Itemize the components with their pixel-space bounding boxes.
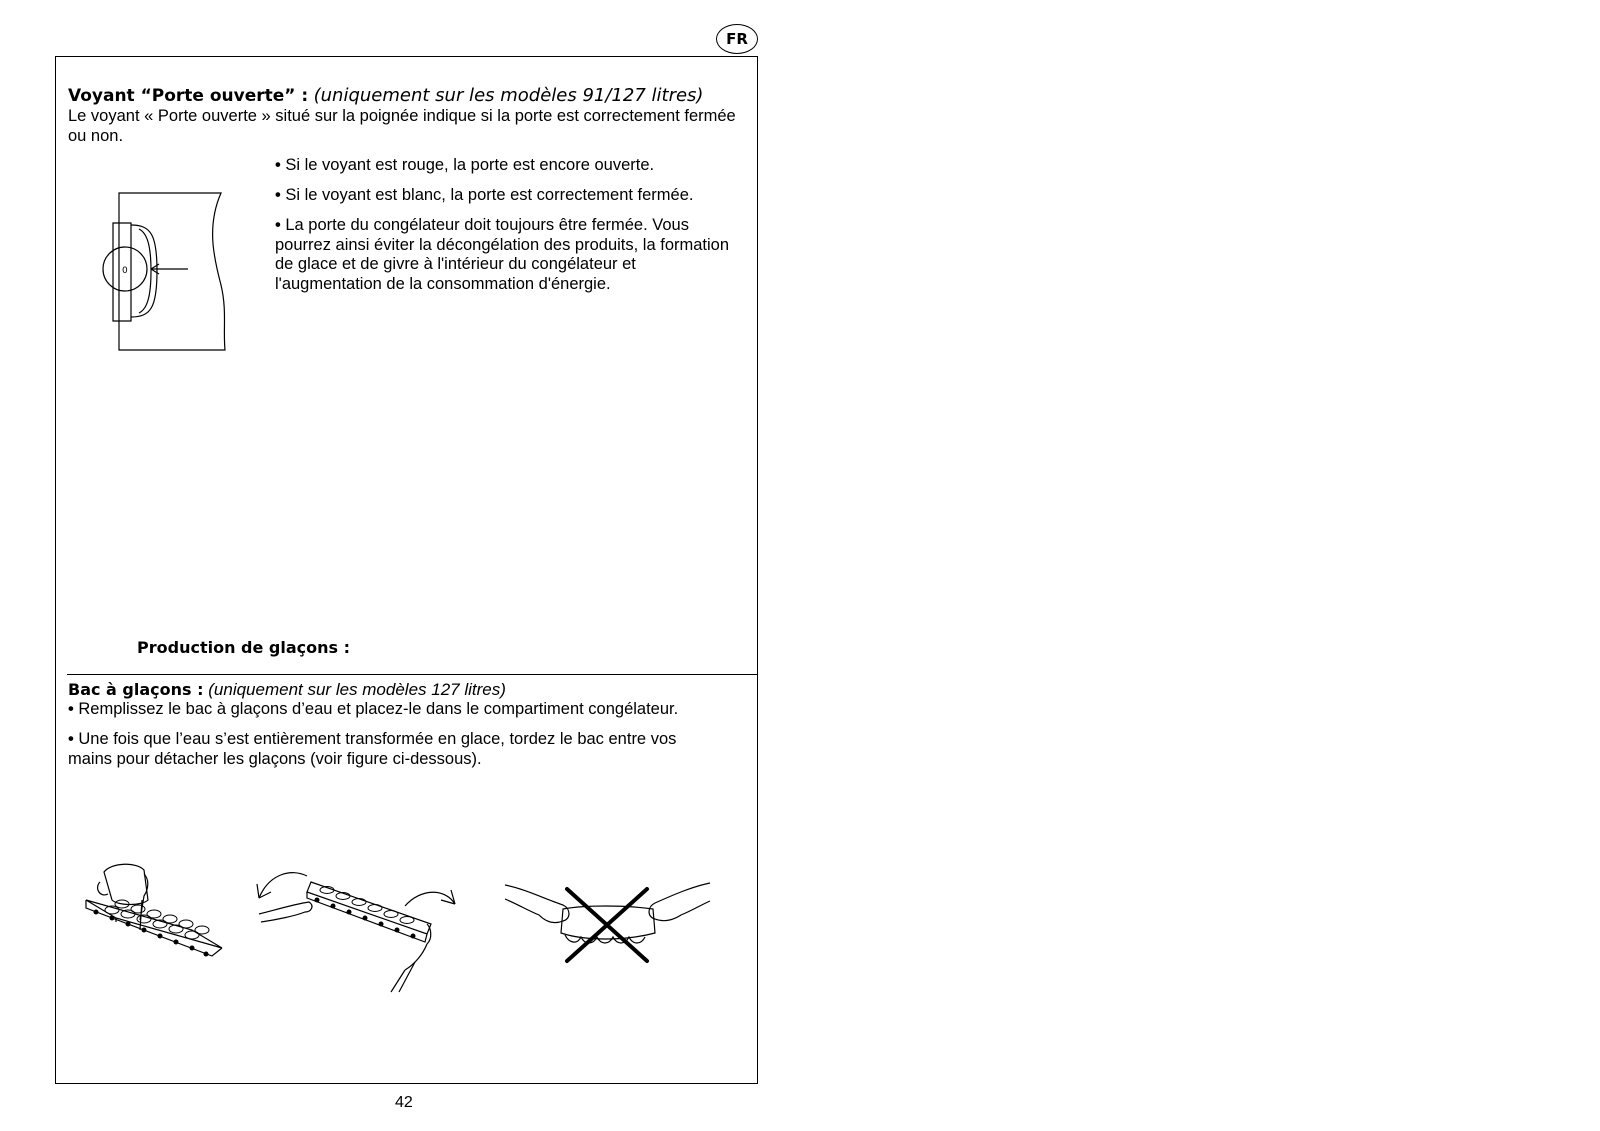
ice-bullet-twist: • Une fois que l’eau s’est entièrement transformée en glace, tordez le bac entre vos mains pour détacher les glaçons (voir figure ci-dessous). [68,730,718,769]
indicator-label: 0 [122,266,128,276]
cross-mark-icon [567,889,647,961]
door-indicator-intro: Le voyant « Porte ouverte » situé sur la poignée indique si la porte est correctement fermée ou non. [68,107,736,145]
ice-tray-title-bold: Bac à glaçons : [68,680,204,699]
ice-tray-title [68,680,748,700]
door-indicator-title-bold: Voyant “Porte ouverte” : [68,86,309,106]
door-handle-illustration [95,185,235,350]
door-indicator-title [68,85,748,107]
door-bullet-red: • Si le voyant est rouge, la porte est encore ouverte. [275,156,740,176]
door-bullet-keep-closed: • La porte du congélateur doit toujours être fermée. Vous pourrez ainsi éviter la décongélation des produits, la formation de glace et de givre à l'intérieur du congélateur et l'augmentation de la consommation d'énergie. [275,216,740,294]
wrong-method-illustration [505,875,710,965]
ice-production-heading: Production de glaçons : [137,638,350,657]
twist-tray-illustration [255,862,465,992]
ice-tray-title-italic: (uniquement sur les modèles 127 litres) [208,680,506,699]
pour-water-illustration [82,860,232,980]
page-number: 42 [395,1094,413,1111]
ice-bullet-fill: • Remplissez le bac à glaçons d’eau et placez-le dans le compartiment congélateur. [68,700,748,720]
door-bullet-white: • Si le voyant est blanc, la porte est correctement fermée. [275,186,740,206]
section-divider [67,674,757,675]
language-badge: FR [716,24,758,54]
door-indicator-title-italic: (uniquement sur les modèles 91/127 litres) [313,85,704,106]
